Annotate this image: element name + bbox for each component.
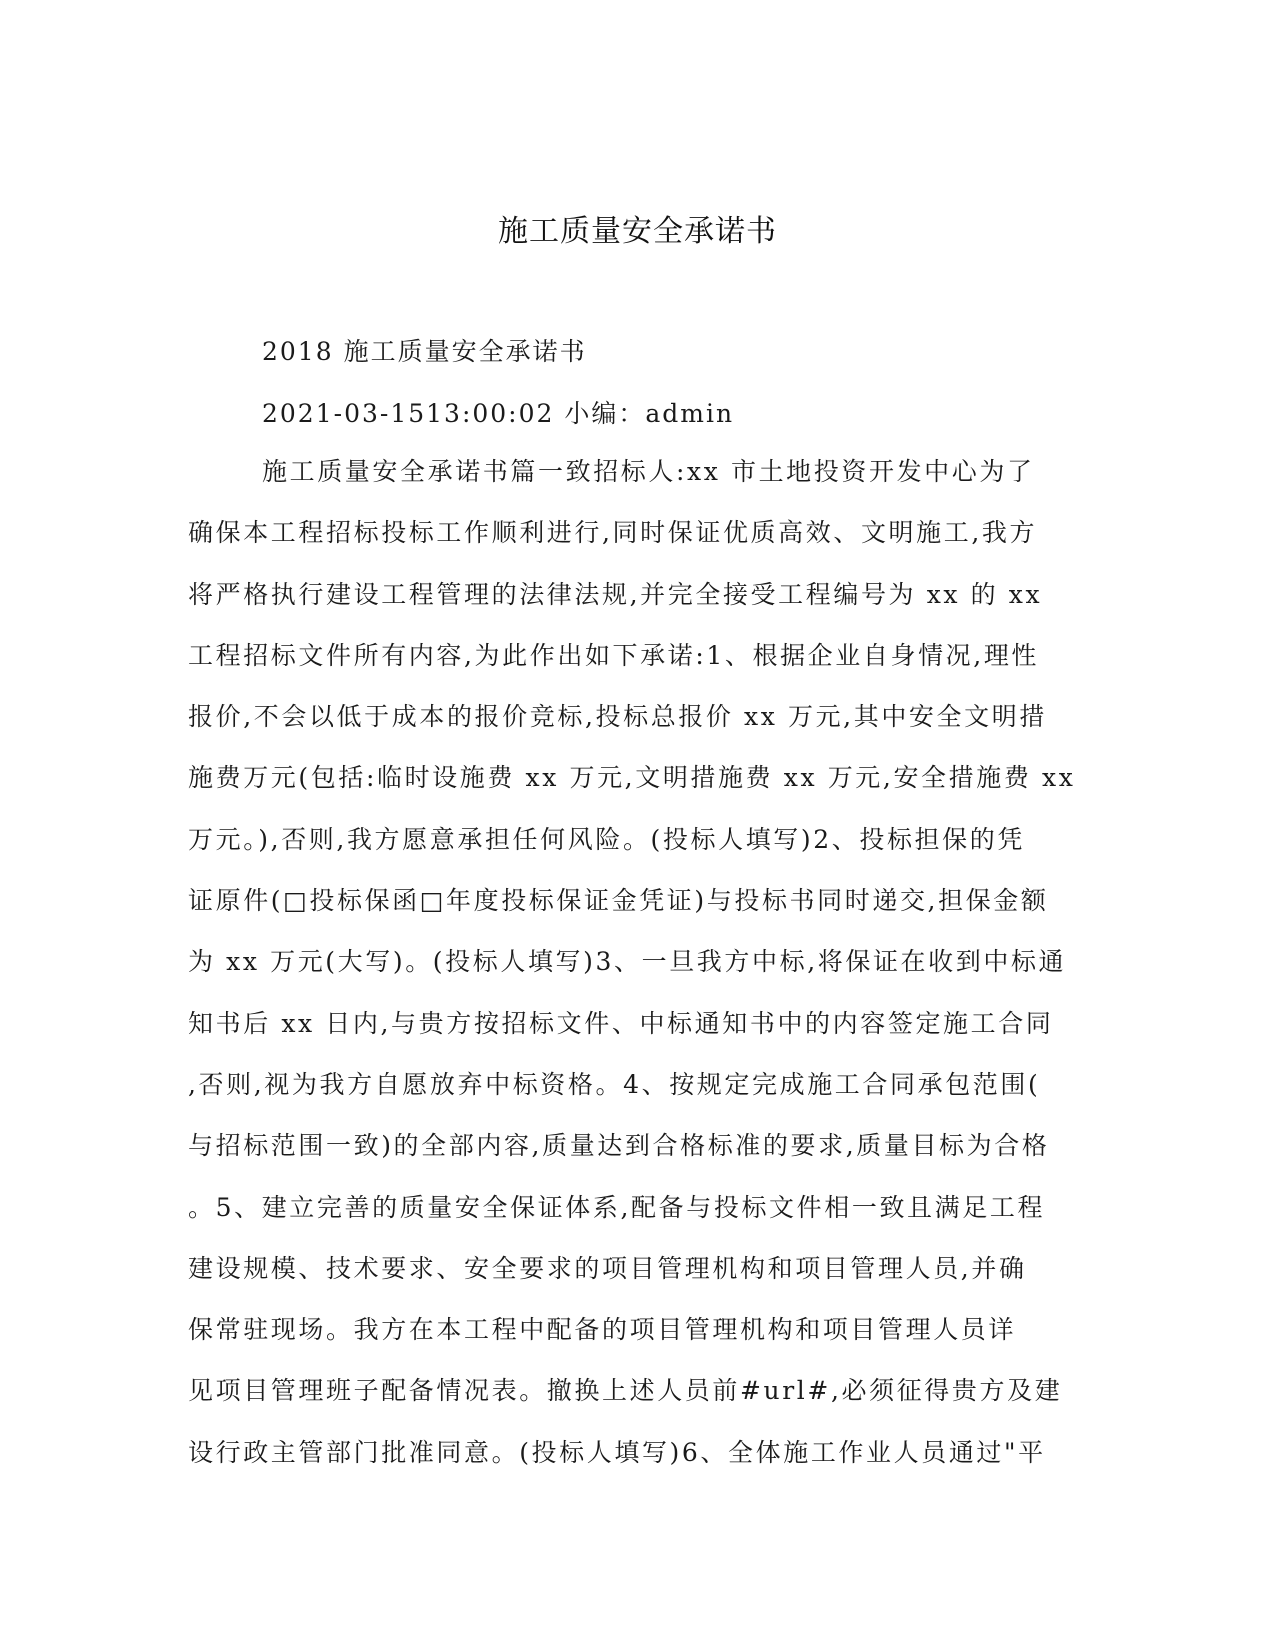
body-paragraph <box>188 452 1088 1494</box>
paragraph-line: 工程招标文件所有内容,为此作出如下承诺:1、根据企业自身情况,理性 <box>188 640 1040 670</box>
paragraph-line: 。5、建立完善的质量安全保证体系,配备与投标文件相一致且满足工程 <box>188 1192 1046 1222</box>
paragraph-line: 确保本工程招标投标工作顺利进行,同时保证优质高效、文明施工,我方 <box>188 518 1038 548</box>
paragraph-line: 与招标范围一致)的全部内容,质量达到合格标准的要求,质量目标为合格 <box>188 1131 1050 1161</box>
paragraph-line: 报价,不会以低于成本的报价竞标,投标总报价 xx 万元,其中安全文明措 <box>188 702 1047 732</box>
paragraph-line: 见项目管理班子配备情况表。撤换上述人员前#url#,必须征得贵方及建 <box>188 1376 1063 1406</box>
paragraph-line: 将严格执行建设工程管理的法律法规,并完全接受工程编号为 xx 的 xx <box>188 579 1043 609</box>
document-subtitle: 2018 施工质量安全承诺书 <box>262 337 587 366</box>
paragraph-line: 施费万元(包括:临时设施费 xx 万元,文明措施费 xx 万元,安全措施费 xx <box>188 763 1076 793</box>
paragraph-line: 建设规模、技术要求、安全要求的项目管理机构和项目管理人员,并确 <box>188 1253 1027 1283</box>
paragraph-line: 知书后 xx 日内,与贵方按招标文件、中标通知书中的内容签定施工合同 <box>188 1008 1054 1038</box>
paragraph-line: ,否则,视为我方自愿放弃中标资格。4、按规定完成施工合同承包范围( <box>188 1069 1041 1099</box>
date-author-line: 2021-03-1513:00:02 小编：admin <box>262 399 735 428</box>
document-title: 施工质量安全承诺书 <box>498 214 777 249</box>
paragraph-line: 施工质量安全承诺书篇一致招标人:xx 市土地投资开发中心为了 <box>262 457 1035 486</box>
paragraph-line: 万元。),否则,我方愿意承担任何风险。(投标人填写)2、投标担保的凭 <box>188 824 1025 854</box>
paragraph-line: 证原件(□投标保函□年度投标保证金凭证)与投标书同时递交,担保金额 <box>188 886 1049 916</box>
paragraph-line: 设行政主管部门批准同意。(投标人填写)6、全体施工作业人员通过"平 <box>188 1437 1046 1467</box>
paragraph-line: 为 xx 万元(大写)。(投标人填写)3、一旦我方中标,将保证在收到中标通 <box>188 947 1067 977</box>
paragraph-line: 保常驻现场。我方在本工程中配备的项目管理机构和项目管理人员详 <box>188 1315 1017 1345</box>
